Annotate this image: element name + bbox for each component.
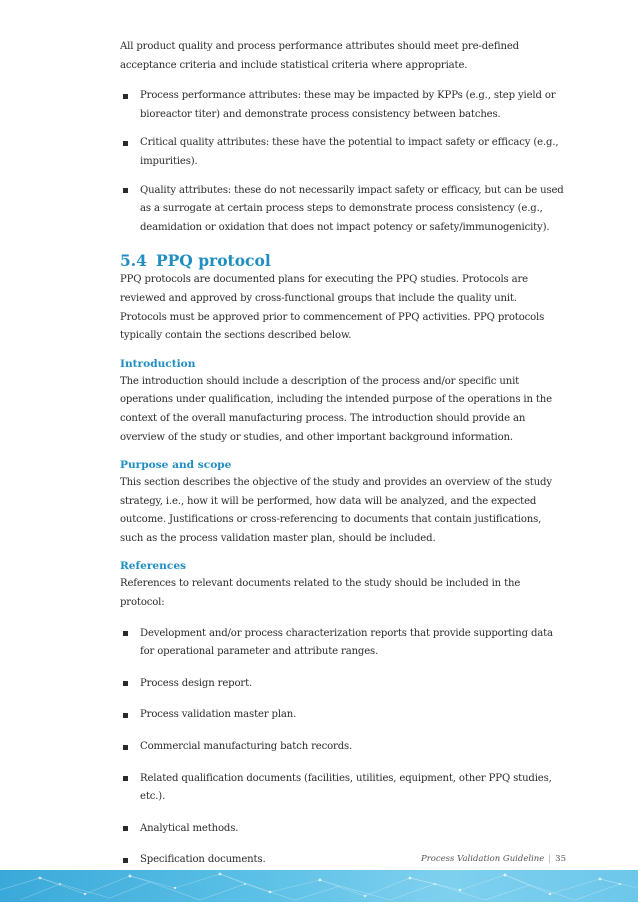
footer-separator: | [548, 854, 552, 864]
section-number: 5.4 [120, 251, 147, 271]
purpose-scope-body: This section describes the objective of the study and provides an overview of the study strategy, i.e., how it will be performed, how data will be analyzed, and the expected outcome. Justifications or cross-referencing to documents that contain justifications, such as the process validation master plan, should be included. [120, 477, 552, 544]
list-item: Commercial manufacturing batch records. [120, 738, 566, 757]
section-body: PPQ protocols are documented plans for executing the PPQ studies. Protocols are reviewed and approved by cross-functional groups that include the quality unit. Protocols must be approved prior to commencement of PPQ activities. PPQ protocols typically contain the sections described below. [120, 274, 545, 342]
page-footer [421, 853, 566, 865]
list-item: Related qualification documents (facilities, utilities, equipment, other PPQ studies, etc.). [120, 770, 566, 807]
attribute-bullet-list [120, 87, 566, 237]
list-item: Process performance attributes: these may be impacted by KPPs (e.g., step yield or bioreactor titer) and demonstrate process consistency between batches. [120, 87, 566, 124]
list-item: Process validation master plan. [120, 706, 566, 725]
introduction-heading: Introduction [120, 357, 196, 370]
page-number: 35 [555, 854, 566, 864]
list-item: Development and/or process characterization reports that provide supporting data for operational parameter and attribute ranges. [120, 625, 566, 662]
list-item: Quality attributes: these do not necessarily impact safety or efficacy, but can be used as a surrogate at certain process steps to demonstrate process consistency (e.g., deamidation or oxidation that does not impact potency or safety/immunogenicity). [120, 182, 566, 238]
section-heading [120, 251, 566, 271]
purpose-scope-heading: Purpose and scope [120, 459, 232, 472]
decorative-banner [0, 870, 638, 902]
list-item: Process design report. [120, 675, 566, 694]
footer-title: Process Validation Guideline [420, 854, 545, 864]
intro-paragraph: All product quality and process performance attributes should meet pre-defined acceptance criteria and include statistical criteria where appropriate. [120, 41, 519, 71]
references-heading: References [120, 560, 187, 573]
page-content [120, 38, 566, 915]
list-item: Critical quality attributes: these have the potential to impact safety or efficacy (e.g., impurities). [120, 134, 566, 171]
list-item: Analytical methods. [120, 820, 566, 839]
list-item: Specification documents. [120, 851, 566, 870]
references-body: References to relevant documents related to the study should be included in the protocol: [120, 578, 521, 609]
section-title: PPQ protocol [156, 251, 271, 271]
introduction-body: The introduction should include a description of the process and/or specific unit operations under qualification, including the intended purpose of the operations in the context of the overall manufacturing process. The introduction should provide an overview of the study or studies, and other important background information. [120, 375, 552, 443]
network-pattern-icon [0, 870, 638, 902]
